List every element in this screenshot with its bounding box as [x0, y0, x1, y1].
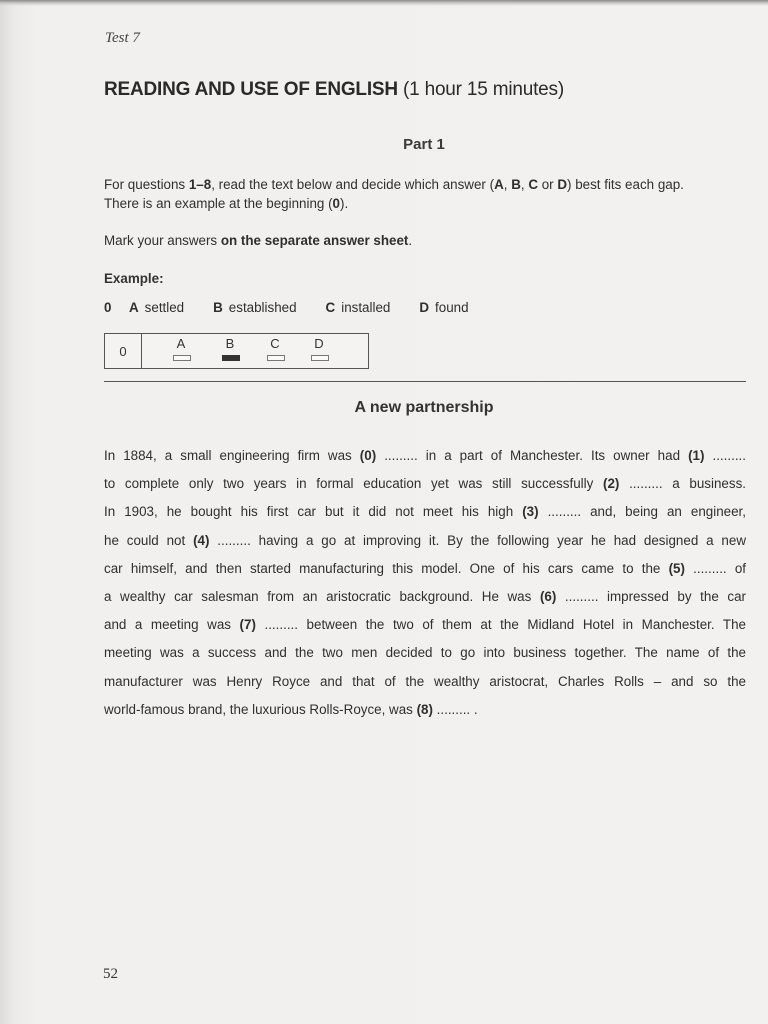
- section-title-main: READING AND USE OF ENGLISH: [104, 79, 398, 100]
- gap-number: (2): [603, 476, 620, 492]
- example-label: Example:: [104, 271, 164, 286]
- instr-text: , read the text below and decide which answer (: [211, 177, 495, 192]
- gap-number: (8): [416, 701, 433, 717]
- answer-letter-b: B: [225, 336, 235, 351]
- passage-segment: In 1903, he bought his first car but it did not meet his high: [104, 504, 523, 520]
- passage-line: [104, 583, 746, 611]
- answer-letter-a: A: [176, 336, 186, 351]
- section-title: [104, 79, 564, 101]
- example-options: [104, 300, 498, 315]
- answer-mark-a: [173, 355, 191, 361]
- test-label: Test 7: [105, 30, 140, 46]
- answer-letter-c: C: [270, 336, 280, 351]
- example-number: 0: [104, 300, 112, 315]
- instr-option: A: [494, 177, 504, 192]
- scan-shadow: [0, 0, 768, 6]
- passage-segment: ......... impressed by the car: [556, 589, 746, 605]
- answer-box-letters: [141, 334, 368, 368]
- passage-title: A new partnership: [354, 399, 494, 416]
- mark-instruction: [104, 233, 412, 248]
- passage-segment: a wealthy car salesman from an aristocratic background. He was: [104, 589, 540, 605]
- instr-text: There is an example at the beginning (: [104, 196, 333, 211]
- option-text: installed: [341, 300, 391, 315]
- gap-number: (4): [193, 532, 210, 548]
- passage-segment: In 1884, a small engineering firm was: [104, 448, 360, 463]
- answer-letter-d: D: [314, 336, 324, 351]
- part-title: Part 1: [403, 136, 445, 153]
- divider-rule: [104, 381, 746, 382]
- passage-line: [104, 442, 746, 470]
- option-letter: B: [213, 300, 223, 315]
- passage-segment: manufacturer was Henry Royce and that of the wealthy aristocrat, Charles Rolls – and so the: [104, 673, 746, 689]
- option-text: settled: [144, 300, 185, 315]
- mark-text: Mark your answers: [104, 233, 221, 248]
- instr-text: ) best fits each gap.: [567, 177, 684, 192]
- answer-box-number: 0: [105, 334, 142, 368]
- answer-mark-b-selected: [222, 355, 240, 361]
- mark-text: .: [408, 233, 413, 248]
- passage-segment: ......... a business.: [619, 476, 746, 492]
- passage-segment: ......... having a go at improving it. By the following year he had designed a new: [209, 532, 746, 548]
- passage-segment: ......... between the two of them at the Midland Hotel in Manchester. The: [255, 617, 747, 633]
- passage-line: [104, 668, 746, 696]
- section-title-duration: (1 hour 15 minutes): [403, 79, 564, 100]
- instructions: [104, 175, 754, 213]
- passage-segment: ......... of: [684, 560, 747, 576]
- passage-text: [104, 442, 746, 724]
- passage-segment: meeting was a success and the two men decided to go into business together. The name of the: [104, 645, 746, 661]
- gap-number: (0): [359, 448, 377, 463]
- passage-segment: to complete only two years in formal education yet was still successfully: [104, 476, 603, 492]
- instr-text: ,: [520, 177, 529, 192]
- passage-segment: world-famous brand, the luxurious Rolls-Royce, was: [104, 701, 417, 717]
- passage-segment: and a meeting was: [104, 617, 240, 633]
- instr-text: ,: [503, 177, 512, 192]
- mark-text-bold: on the separate answer sheet: [220, 233, 409, 248]
- passage-segment: ......... .: [432, 701, 478, 717]
- passage-line: [104, 696, 746, 724]
- passage-line: [104, 498, 746, 526]
- instr-range: 1–8: [188, 177, 212, 192]
- instr-option: C: [528, 177, 538, 192]
- option-text: found: [435, 300, 469, 315]
- passage-line: [104, 611, 746, 639]
- instr-text: For questions: [104, 177, 189, 192]
- instr-text: ).: [339, 196, 349, 211]
- passage-segment: ......... and, being an engineer,: [538, 504, 746, 520]
- example-option: [129, 300, 184, 315]
- passage-line: [104, 527, 746, 555]
- gap-number: (1): [688, 448, 705, 463]
- option-text: established: [228, 300, 297, 315]
- passage-segment: he could not: [104, 532, 194, 548]
- example-answer-box: [104, 333, 369, 369]
- gap-number: (6): [539, 589, 557, 605]
- instr-option: D: [557, 177, 568, 192]
- instr-option: B: [511, 177, 521, 192]
- gap-number: (5): [668, 560, 685, 576]
- gap-number: (3): [522, 504, 539, 520]
- option-letter: C: [325, 300, 336, 315]
- option-letter: D: [419, 300, 430, 315]
- instr-example-number: 0: [332, 196, 340, 211]
- passage-line: [104, 555, 746, 583]
- gap-number: (7): [239, 617, 256, 633]
- passage-line: [104, 639, 746, 667]
- option-letter: A: [129, 300, 139, 315]
- passage-segment: car himself, and then started manufacturing this model. One of his cars came to the: [104, 560, 669, 576]
- answer-mark-d: [311, 355, 329, 361]
- passage-line: [104, 470, 746, 498]
- instr-text: or: [537, 177, 558, 192]
- passage-segment: ......... in a part of Manchester. Its owner had: [376, 448, 689, 463]
- passage-segment: .........: [704, 448, 746, 463]
- example-option: [213, 300, 296, 315]
- example-option: [419, 300, 468, 315]
- answer-mark-c: [267, 355, 285, 361]
- page-number: 52: [103, 966, 118, 982]
- example-option: [326, 300, 391, 315]
